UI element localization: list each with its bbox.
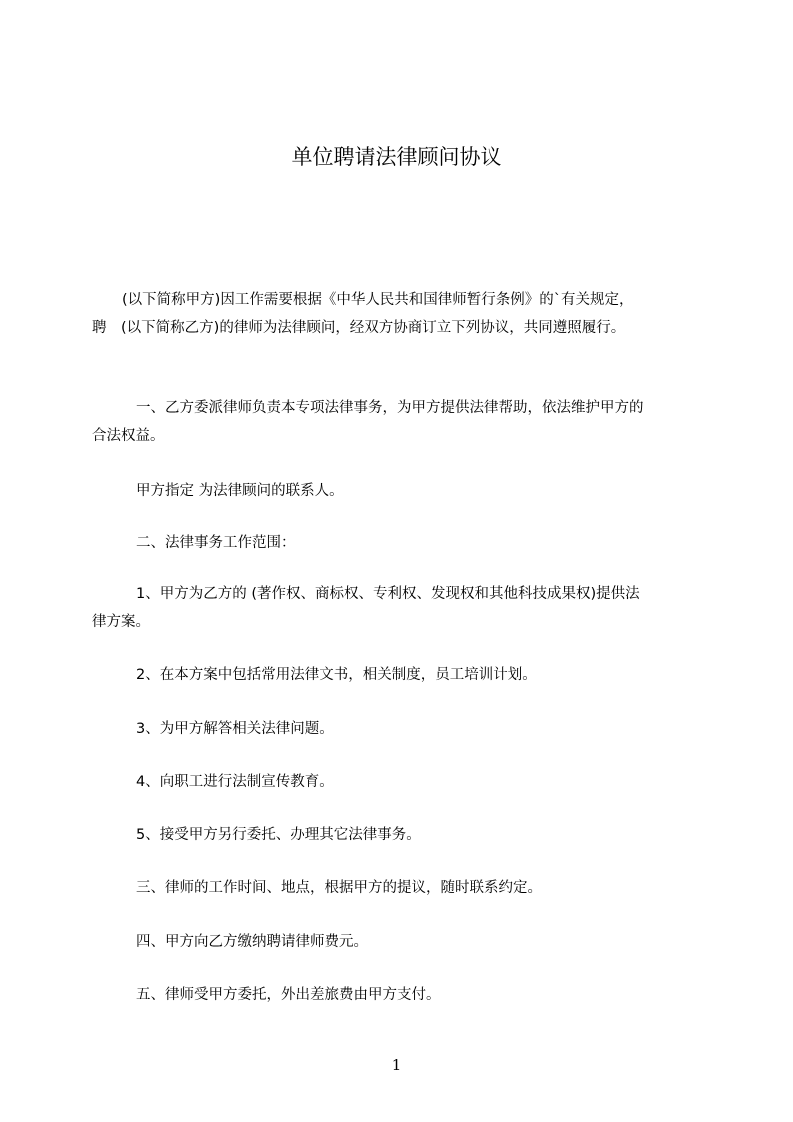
clause-1-line-1: 一、乙方委派律师负责本专项法律事务，为甲方提供法律帮助，依法维护甲方的 (136, 400, 644, 416)
contact-line: 甲方指定 为法律顾问的联系人。 (136, 483, 344, 499)
clause-5: 五、律师受甲方委托，外出差旅费由甲方支付。 (136, 987, 441, 1003)
item-3: 3、为甲方解答相关法律问题。 (136, 721, 334, 737)
intro-line-1: (以下简称甲方)因工作需要根据《中华人民共和国律师暂行条例》的`有关规定， (122, 292, 634, 308)
clause-4: 四、甲方向乙方缴纳聘请律师费元。 (136, 934, 368, 950)
intro-line-2: 聘 (以下简称乙方)的律师为法律顾问，经双方协商订立下列协议，共同遵照履行。 (92, 320, 626, 336)
item-1-line-2: 律方案。 (92, 614, 150, 630)
item-2: 2、在本方案中包括常用法律文书，相关制度，员工培训计划。 (136, 667, 537, 683)
clause-3: 三、律师的工作时间、地点，根据甲方的提议，随时联系约定。 (136, 880, 542, 896)
item-1-line-1: 1、甲方为乙方的 (著作权、商标权、专利权、发现权和其他科技成果权)提供法 (136, 586, 640, 602)
clause-1-line-2: 合法权益。 (92, 428, 165, 444)
item-5: 5、接受甲方另行委托、办理其它法律事务。 (136, 827, 421, 843)
page-number: 1 (391, 1056, 402, 1074)
document-title: 单位聘请法律顾问协议 (291, 145, 502, 169)
item-4: 4、向职工进行法制宣传教育。 (136, 774, 334, 790)
clause-2-heading: 二、法律事务工作范围： (136, 535, 296, 551)
